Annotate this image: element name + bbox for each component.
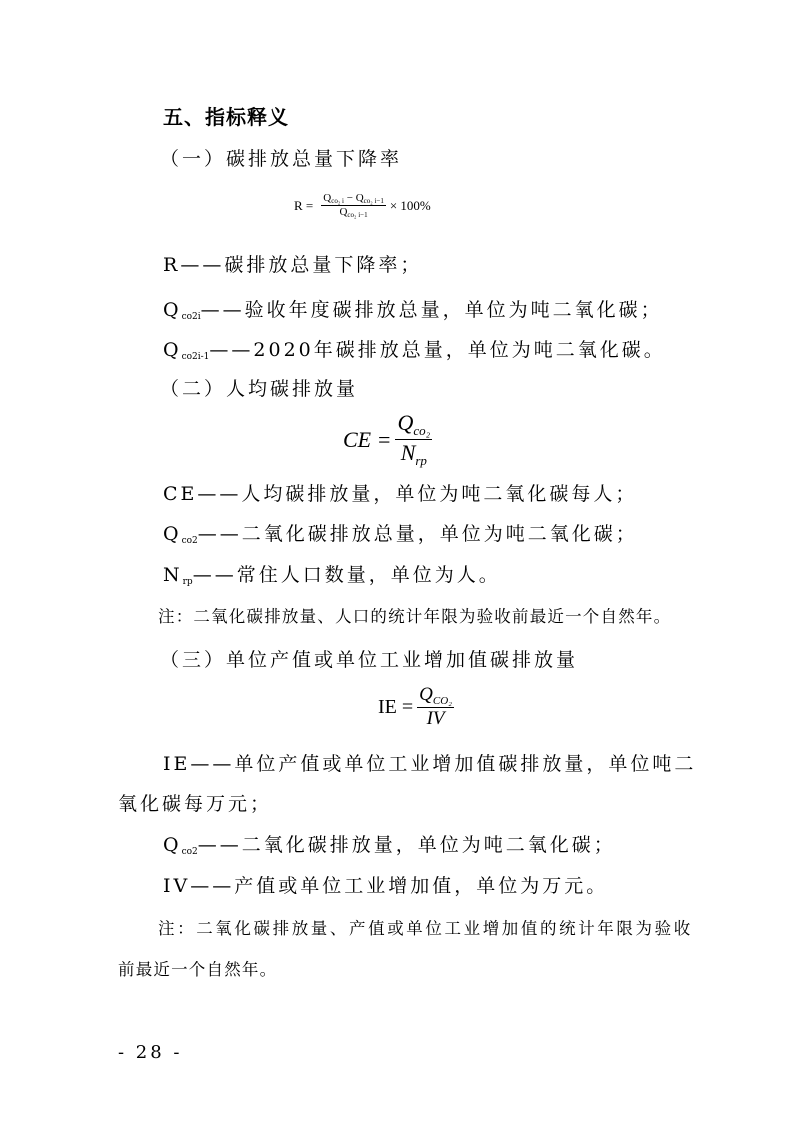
formula-reduction-rate: R = $\frac{\text{Qco₂ i − Qco₂ i−1}}{\text{Qco₂ i−1}}$ × 100% <box>294 192 431 219</box>
definition-IE: IE——单位产值或单位工业增加值碳排放量，单位吨二 <box>163 753 697 775</box>
formula-suffix: × 100% <box>389 197 431 213</box>
note-per-output-continued: 前最近一个自然年。 <box>118 960 278 979</box>
formula-per-capita: CE = $\frac{Q_{co_2}}{N_{rp}}$ <box>343 410 431 468</box>
definition-Qco2i: $Q_{co2i}——$验收年度碳排放总量，单位为吨二氧化碳； <box>163 299 663 322</box>
definition-Qco2i-1: $Q_{co2i-1}——2020$年碳排放总量，单位为吨二氧化碳。 <box>163 339 666 362</box>
definition-Qco2-output: $Q_{co2}——$二氧化碳排放量，单位为吨二氧化碳； <box>163 834 616 857</box>
subsection-heading-3: （三）单位产值或单位工业增加值碳排放量 <box>160 649 579 671</box>
definition-CE: CE——人均碳排放量，单位为吨二氧化碳每人； <box>163 483 638 505</box>
section-title: 五、指标释义 <box>163 105 289 129</box>
formula-lhs: IE = <box>378 695 414 718</box>
definition-Qco2: $Q_{co2}——$二氧化碳排放总量，单位为吨二氧化碳； <box>163 523 638 546</box>
subsection-heading-2: （二）人均碳排放量 <box>160 378 359 400</box>
note-per-output: 注：二氧化碳排放量、产值或单位工业增加值的统计年限为验收 <box>158 919 693 938</box>
formula-lhs: CE = <box>343 426 392 452</box>
page-number: - 28 - <box>118 1042 183 1063</box>
subsection-heading-1: （一）碳排放总量下降率 <box>160 148 403 170</box>
formula-per-output: IE = $\frac{Q_{CO_2}}{IV}$ <box>378 684 452 729</box>
definition-Nrp: $N_{rp}——$常住人口数量，单位为人。 <box>163 564 501 587</box>
definition-IV: IV——产值或单位工业增加值，单位为万元。 <box>163 875 609 897</box>
note-per-capita: 注：二氧化碳排放量、人口的统计年限为验收前最近一个自然年。 <box>158 607 672 626</box>
definition-R: R——碳排放总量下降率； <box>163 254 423 276</box>
definition-IE-continued: 氧化碳每万元； <box>118 793 273 815</box>
formula-lhs: R = <box>294 197 314 213</box>
